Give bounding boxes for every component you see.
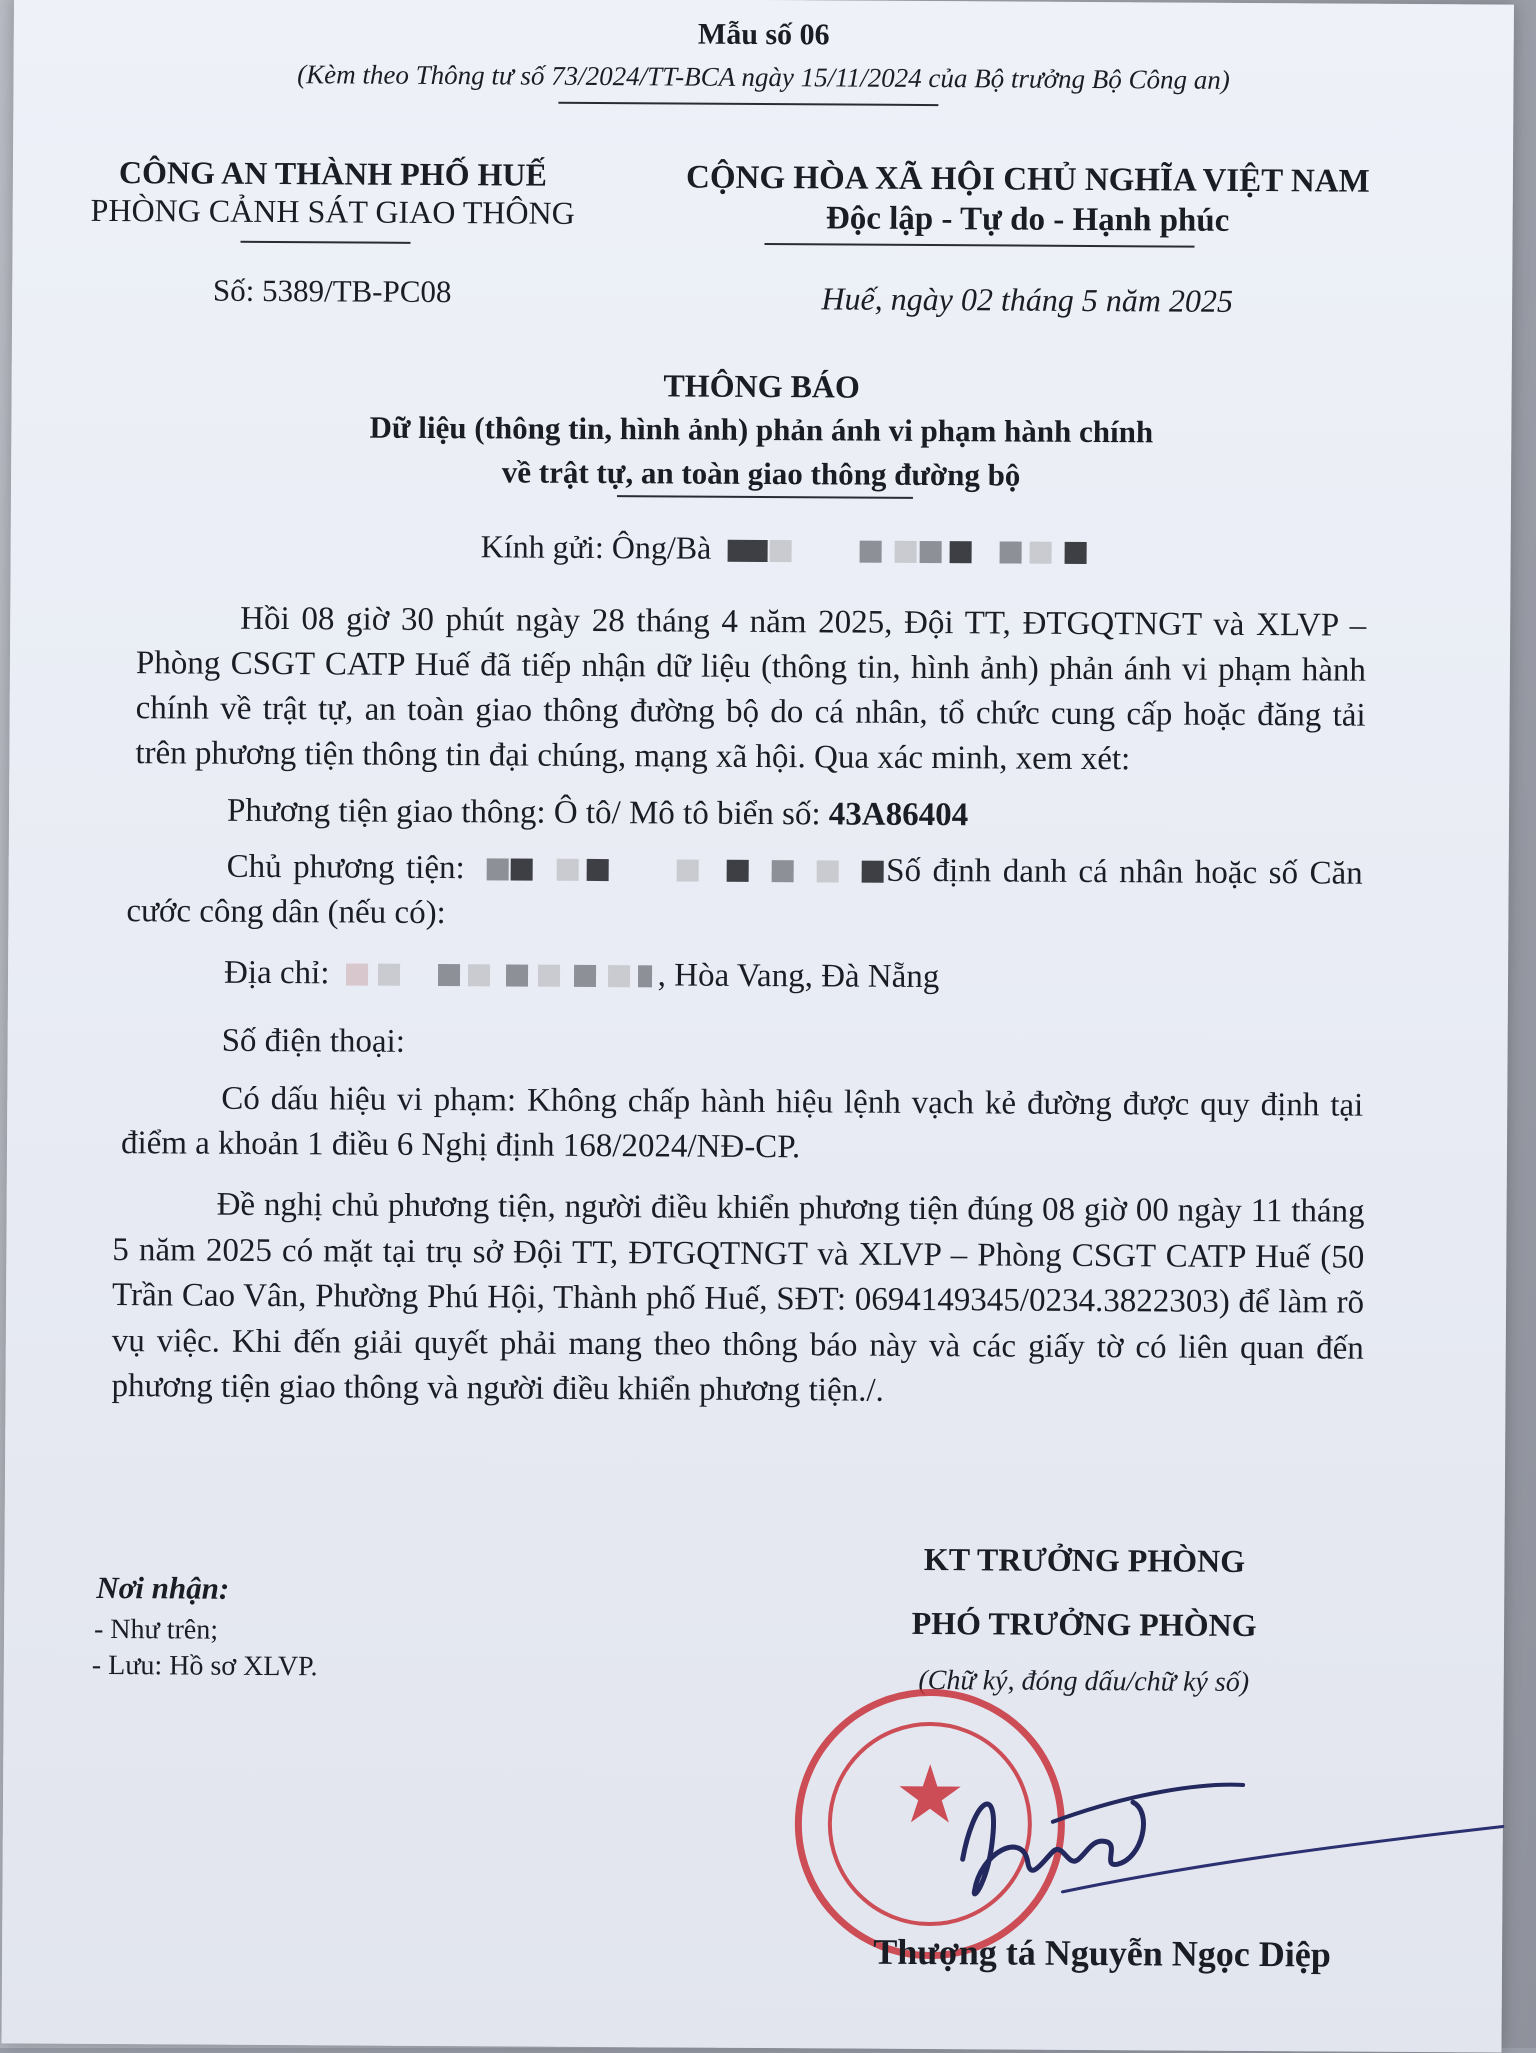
issuer-agency: CÔNG AN THÀNH PHỐ HUẾ — [118, 154, 547, 193]
recipients-heading: Nơi nhận: — [96, 1569, 230, 1606]
intro-text: Hồi 08 giờ 30 phút ngày 28 tháng 4 năm 2025, Đội TT, ĐTGQTNGT và XLVP – Phòng CSGT CATP Huế đã tiếp nhận dữ liệu (thông tin, hình ảnh) phản ánh vi phạm hành chính về trật tự, an toàn giao thông đường bộ do cá nhân, tổ chức cung cấp hoặc đăng tải trên phương tiện thông tin đại chúng, mạng xã hội. Qua xác minh, xem xét: — [135, 600, 1367, 778]
signer-title-1: KT TRƯỞNG PHÒNG — [923, 1541, 1246, 1579]
redacted-owner-name — [476, 859, 886, 886]
address-label: Địa chỉ: — [223, 954, 338, 992]
signature-note: (Chữ ký, đóng dấu/chữ ký số) — [918, 1664, 1250, 1698]
violation-text: Có dấu hiệu vi phạm: Không chấp hành hiệu lệnh vạch kẻ đường được quy định tại điểm a khoản 1 điều 6 Nghị định 168/2024/NĐ-CP. — [120, 1080, 1364, 1166]
intro-paragraph — [135, 596, 1366, 784]
request-text: Đề nghị chủ phương tiện, người điều khiển phương tiện đúng 08 giờ 00 ngày 11 tháng 5 năm 2025 có mặt tại trụ sở Đội TT, ĐTGQTNGT và XLVP – Phòng CSGT CATP Huế (50 Trần Cao Vân, Phường Phú Hội, Thành phố Huế, SĐT: 0694149345/0234.3822303) để làm rõ vụ việc. Khi đến giải quyết phải mang theo thông báo này và các giấy tờ có liên quan đến phương tiện giao thông và người điều khiển phương tiện./. — [111, 1186, 1365, 1409]
seal-star-icon: ★ — [893, 1747, 967, 1842]
place-and-date: Huế, ngày 02 tháng 5 năm 2025 — [821, 280, 1234, 319]
recipient-label: Kính gửi: Ông/Bà — [480, 528, 712, 566]
phone-label: Số điện thoại: — [221, 1022, 406, 1060]
nation-name: CỘNG HÒA XÃ HỘI CHỦ NGHĨA VIỆT NAM — [685, 159, 1370, 200]
form-reference: (Kèm theo Thông tư số 73/2024/TT-BCA ngày 15/11/2024 của Bộ trưởng Bộ Công an) — [297, 59, 1230, 95]
motto-underline — [765, 243, 1195, 248]
recipient-line — [481, 528, 1090, 569]
notice-title: THÔNG BÁO — [663, 367, 860, 405]
notice-subtitle-line2: về trật tự, an toàn giao thông đường bộ — [501, 454, 1021, 493]
recipients-item-1: - Như trên; — [93, 1613, 219, 1646]
violation-paragraph — [121, 1076, 1364, 1174]
signer-name: Thượng tá Nguyễn Ngọc Diệp — [873, 1931, 1331, 1975]
vehicle-plate: 43A86404 — [828, 796, 969, 834]
address-suffix: , Hòa Vang, Đà Nẵng — [657, 957, 940, 996]
owner-label: Chủ phương tiện: — [226, 848, 477, 887]
issuer-underline — [241, 241, 411, 244]
address-line — [224, 955, 940, 996]
document-number: Số: 5389/TB-PC08 — [212, 272, 452, 310]
document-page — [2, 0, 1514, 2053]
owner-paragraph — [126, 844, 1363, 942]
form-reference-underline — [558, 102, 938, 106]
notice-subtitle-line1: Dữ liệu (thông tin, hình ảnh) phản ánh vi phạm hành chính — [369, 409, 1154, 450]
nation-motto: Độc lập - Tự do - Hạnh phúc — [825, 200, 1230, 239]
subtitle-underline — [617, 495, 913, 499]
issuer-department: PHÒNG CẢNH SÁT GIAO THÔNG — [90, 191, 575, 231]
vehicle-line — [227, 793, 968, 835]
signer-title-2: PHÓ TRƯỞNG PHÒNG — [911, 1604, 1257, 1644]
request-paragraph — [111, 1182, 1364, 1417]
id-label: Số định danh cá nhân hoặc số Căn cước công dân (nếu có): — [126, 852, 1363, 932]
vehicle-label: Phương tiện giao thông: Ô tô/ Mô tô biển số: — [226, 792, 829, 833]
redacted-address — [338, 964, 658, 990]
form-number: Mẫu số 06 — [697, 17, 830, 52]
owner-text — [126, 844, 1363, 942]
redacted-recipient-name — [719, 539, 1089, 565]
handwritten-signature — [902, 1741, 1523, 1925]
recipients-item-2: - Lưu: Hồ sơ XLVP. — [91, 1649, 318, 1683]
